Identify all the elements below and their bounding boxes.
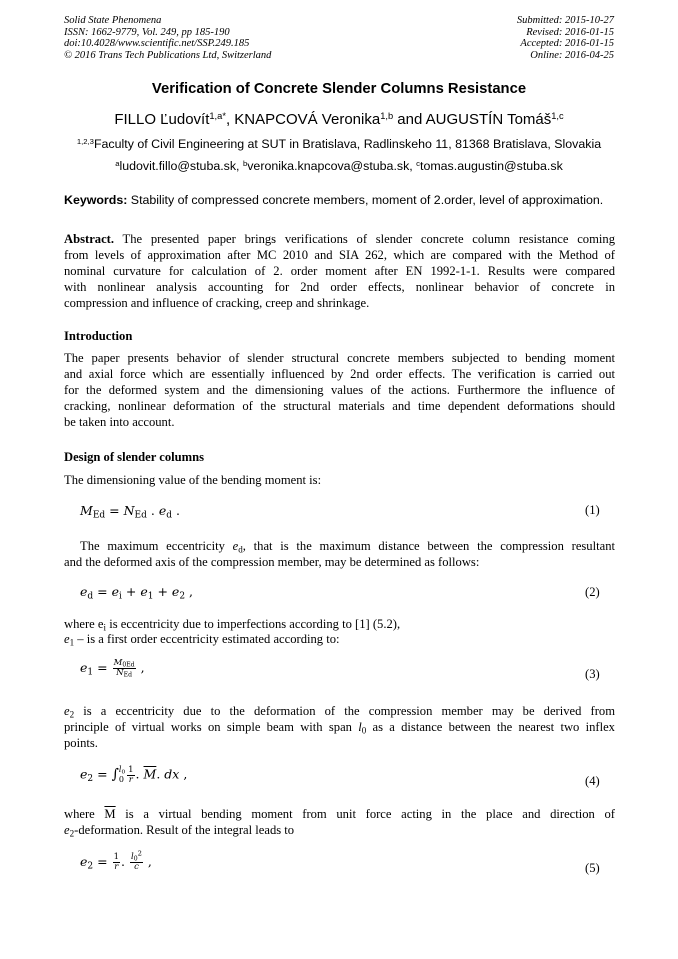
paragraph-line: The maximum eccentricity $e_d$, that is the maximum distance between the compression resultant — [80, 539, 615, 555]
equation-number: (3) — [585, 667, 600, 681]
author-separator: and — [393, 111, 426, 128]
journal-header-left — [64, 15, 271, 61]
abstract-line: compression and influence of cracking, creep and shrinkage. — [64, 296, 370, 310]
equation-number: (1) — [585, 503, 600, 517]
equation-4: $e_2$ = ∫ $l_0$ 0 $\frac{1}{r}$ . $\overline{M}$. dx , — [80, 764, 188, 785]
author-affil-mark: 1,b — [380, 110, 394, 121]
email-address: veronika.knapcova@stuba.sk, — [247, 159, 417, 173]
abstract-line: from levels of approximation after MC 2010 and SIA 262, which are compared with the Method of — [64, 248, 615, 262]
abstract-line: nominal curvature for calculation of 2. order moment after EN 1992-1-1. Results were compared — [64, 264, 615, 278]
issn-line: ISSN: 1662-9779, Vol. 249, pp 185-190 — [64, 26, 230, 38]
paragraph-line: where $\overline{M}$ is a virtual bending moment from unit force acting in the place and direction of — [64, 807, 615, 821]
paragraph-line: and the deformed axis of the compression member, may be determined as follows: — [64, 555, 480, 569]
intro-line: and axial force which are essentially influenced by 2nd order effects. The verification is carried out — [64, 367, 615, 381]
keywords — [64, 193, 624, 207]
author-separator: , — [225, 111, 235, 128]
email-address: ludovit.fillo@stuba.sk, — [119, 159, 243, 173]
intro-line: cracking, nonlinear deformation of the structural materials and time dependent deformations should — [64, 399, 615, 413]
revised-date: Revised: 2016-01-15 — [526, 26, 614, 38]
copyright-line: © 2016 Trans Tech Publications Ltd, Switzerland — [64, 49, 272, 61]
paragraph-line: $e_2$ is a eccentricity due to the deformation of the compression member may be derived from — [64, 704, 615, 720]
email-mark: c — [416, 158, 421, 168]
author-name: KNAPCOVÁ Veronika — [234, 111, 381, 128]
author-affil-mark: 1,c — [551, 110, 564, 121]
abstract-line: Abstract. The presented paper brings verifications of slender concrete column resistance coming — [64, 232, 615, 246]
equation-number: (4) — [585, 774, 600, 788]
affiliation — [0, 137, 678, 151]
equation-3: $e_1$ = $\frac{M_{0Ed}}{N_{Ed}}$ , — [80, 658, 145, 679]
abstract-label: Abstract. — [64, 232, 115, 246]
equation-2: $e_d = e_i + e_1 + e_2$ , — [80, 584, 194, 602]
email-address: tomas.augustin@stuba.sk — [420, 159, 563, 173]
equation-5: $e_2$ = $\frac{1}{r}$ . $\frac{l_0^2}{c}$ , — [80, 849, 152, 872]
paragraph-line: principle of virtual works on simple beam with span $l_0$ as a distance between the nearest two inflex — [64, 720, 615, 736]
abstract-line: with nonlinear analysis accounting for 2nd order effects, nonlinear behavior of concrete in — [64, 280, 615, 294]
paragraph-line: $e_1$ – is a first order eccentricity estimated according to: — [64, 632, 340, 648]
equation-number: (5) — [585, 861, 600, 875]
equation-1: $M_{Ed} = N_{Ed}$ . $e_d$ . — [80, 503, 180, 521]
affiliation-mark: 1,2,3 — [76, 136, 94, 146]
paragraph-line: where $e_i$ is eccentricity due to imperfections according to [1] (5.2), — [64, 617, 401, 633]
affiliation-text: Faculty of Civil Engineering at SUT in Bratislava, Radlinskeho 11, 81368 Bratislava, Slovakia — [93, 137, 602, 151]
intro-line: be taken into account. — [64, 415, 175, 429]
paragraph: The dimensioning value of the bending moment is: — [64, 473, 322, 487]
email-mark: a — [115, 158, 120, 168]
intro-line: The paper presents behavior of slender structural concrete members subjected to bending moment — [64, 351, 615, 365]
keywords-label: Keywords: — [64, 193, 128, 207]
intro-line: for the deformed system and the dimensioning values of the actions. Furthermore the influence of — [64, 383, 615, 397]
author-name: AUGUSTÍN Tomáš — [425, 111, 552, 128]
author-affil-mark: 1,a* — [209, 110, 226, 121]
paragraph-line: $e_2$-deformation. Result of the integral leads to — [64, 823, 295, 839]
accepted-date: Accepted: 2016-01-15 — [520, 38, 614, 49]
paper-title: Verification of Concrete Slender Columns Resistance — [151, 81, 527, 97]
keywords-text: Stability of compressed concrete members, moment of 2.order, level of approximation. — [127, 193, 604, 207]
paragraph-line: points. — [64, 736, 98, 750]
author-emails — [0, 159, 678, 173]
email-mark: b — [242, 158, 248, 168]
journal-header-right — [517, 15, 614, 61]
submitted-date: Submitted: 2015-10-27 — [516, 15, 614, 26]
journal-name: Solid State Phenomena — [64, 15, 162, 26]
online-date: Online: 2016-04-25 — [530, 49, 614, 61]
equation-number: (2) — [585, 585, 600, 599]
author-name: FILLO Ľudovít — [114, 111, 210, 128]
section-heading-introduction: Introduction — [64, 329, 133, 343]
author-list — [0, 111, 678, 128]
doi-line: doi:10.4028/www.scientific.net/SSP.249.185 — [64, 38, 250, 49]
section-heading-design: Design of slender columns — [64, 450, 205, 464]
